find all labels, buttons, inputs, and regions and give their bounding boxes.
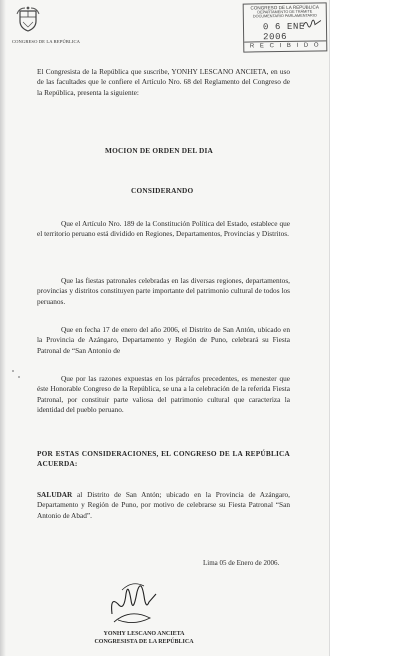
reception-stamp [243,2,328,52]
motion-title: MOCION DE ORDEN DEL DIA [105,146,213,155]
paragraph-3: Que en fecha 17 de enero del año 2006, el Distrito de San Antón, ubicado en la Provincia de Azángaro, Departamento y Región de Puno, celebrará su Fiesta Patronal de “San Antonio de [37,325,290,355]
saludar-text: al Distrito de San Antón; ubicado en la Provincia de Azángaro, Departamento y Región de Puno, por motivo de celebrarse su Fiesta Patronal “San Antonio de Abad”. [37,490,290,520]
place-and-date: Lima 05 de Enero de 2006. [203,559,280,567]
peru-coat-of-arms-icon [16,6,40,32]
considerando-heading: CONSIDERANDO [131,186,194,195]
stamp-line-2: DEPARTAMENTO DE TRÁMITE [257,9,313,15]
paragraph-4: Que por las razones expuestas en los párrafos precedentes, es menester que éste Honorable Congreso de la República, se una a la celebración de la referida Fiesta Patronal, por constituir parte valiosa del patrimonio cultural que caracteriza la identidad del pueblo peruano. [37,374,290,414]
scan-speck [12,370,14,372]
stamp-line-3: DOCUMENTARIO PARLAMENTARIO [252,13,317,19]
scan-speck [18,376,20,378]
stamp-received: R E C I B I D O [249,42,321,50]
saludar-keyword: SALUDAR [37,490,73,499]
stamp-line-1: CONGRESO DE LA REPÚBLICA [250,4,319,11]
signatory-name: YONHY LESCANO ANCIETA [103,631,185,637]
intro-paragraph: El Congresista de la República que suscribe, YONHY LESCANO ANCIETA, en uso de las facultades que le confiere el Artículo Nro. 68 del Reglamento del Congreso de la República, presenta la siguiente: [37,67,290,97]
resolution-heading: POR ESTAS CONSIDERACIONES, EL CONGRESO DE LA REPÚBLICA ACUERDA: [37,449,290,469]
handwritten-signature [104,574,160,630]
paper-shadow-edge [0,0,6,656]
stamp-initials-signature [302,16,322,30]
signatory-role: CONGRESISTA DE LA REPÚBLICA [94,638,194,645]
letterhead-caption: CONGRESO DE LA REPÚBLICA [11,39,81,44]
paragraph-2: Que las fiestas patronales celebradas en las diversas regiones, departamentos, provincias y distritos constituyen parte importante del patrimonio cultural de todos los peruanos. [37,276,290,306]
saludar-paragraph [37,490,290,521]
stamp-date: 0 6 ENE 2006 [262,21,306,43]
signatory-block [84,631,204,646]
paragraph-1: Que el Artículo Nro. 189 de la Constitución Política del Estado, establece que el territorio peruano está dividido en Regiones, Departamentos, Provincias y Distritos. [37,219,290,239]
